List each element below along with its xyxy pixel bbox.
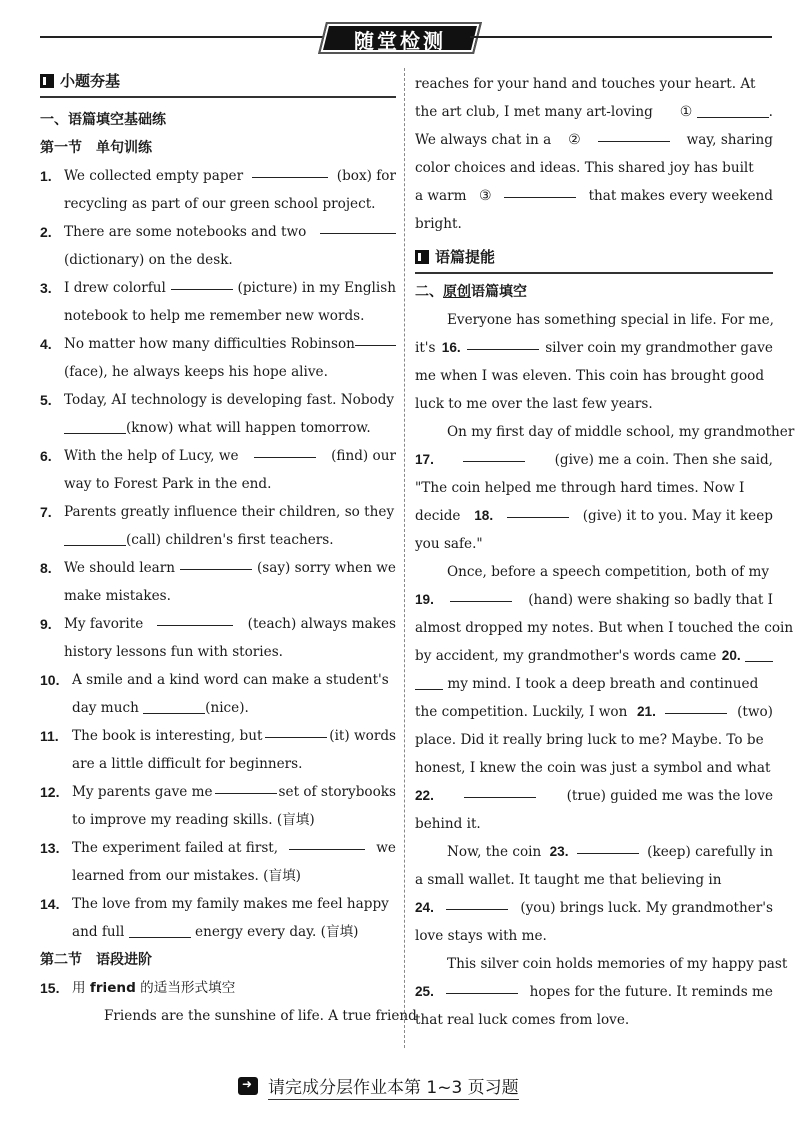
passage-line: behind it. — [415, 816, 481, 832]
passage-line: Everyone has something special in life. For me, — [447, 312, 774, 328]
question-5-cont: (know) what will happen tomorrow. — [40, 414, 396, 442]
answer-blank[interactable] — [265, 722, 327, 738]
question-6-cont: way to Forest Park in the end. — [64, 476, 272, 492]
question-3: 3. I drew colorful (picture) in my English — [40, 274, 396, 302]
passage-line: color choices and ideas. This shared joy has built — [415, 160, 754, 176]
passage-line: almost dropped my notes. But when I touched the coin — [415, 620, 794, 636]
question-2: 2. There are some notebooks and two — [40, 218, 396, 246]
answer-blank[interactable] — [598, 126, 670, 142]
passage-line: Once, before a speech competition, both of my — [447, 564, 770, 580]
answer-blank[interactable] — [180, 554, 252, 570]
arrow-icon — [238, 1077, 258, 1095]
answer-blank-23[interactable] — [577, 838, 639, 854]
answer-blank-17[interactable] — [463, 446, 525, 462]
subsection-heading-1: 第一节 单句训练 — [40, 140, 152, 156]
passage-line: it's 16. silver coin my grandmother gave — [415, 334, 773, 362]
passage-line: love stays with me. — [415, 928, 547, 944]
section-icon — [415, 250, 429, 264]
question-7-cont: (call) children's first teachers. — [40, 526, 396, 554]
passage-line: 24. (you) brings luck. My grandmother's — [415, 894, 773, 922]
answer-blank[interactable] — [252, 162, 328, 178]
answer-blank[interactable] — [215, 778, 277, 794]
answer-blank[interactable] — [320, 218, 396, 234]
passage-line: place. Did it really bring luck to me? Maybe. To be — [415, 732, 764, 748]
answer-blank-18[interactable] — [507, 502, 569, 518]
question-13-cont: learned from our mistakes. (盲填) — [72, 868, 301, 884]
question-14-cont: and full energy every day. (盲填) — [72, 924, 359, 940]
question-9-cont: history lessons fun with stories. — [64, 644, 284, 660]
passage-line: me when I was eleven. This coin has brought good — [415, 368, 765, 384]
answer-blank[interactable] — [64, 530, 126, 546]
subsection-heading-2: 第二节 语段进阶 — [40, 952, 152, 968]
answer-blank[interactable] — [289, 834, 365, 850]
passage-line: bright. — [415, 216, 462, 232]
question-2-cont: (dictionary) on the desk. — [64, 252, 233, 268]
passage-line: reaches for your hand and touches your heart. At — [415, 76, 756, 92]
question-7: 7. Parents greatly influence their children, so they — [40, 504, 395, 520]
passage-line: a small wallet. It taught me that believing in — [415, 872, 722, 888]
question-14: 14. The love from my family makes me feel happy — [40, 896, 389, 912]
right-column — [415, 70, 795, 1034]
answer-blank[interactable] — [171, 274, 233, 290]
left-column — [40, 68, 417, 1030]
question-13: 13. The experiment failed at first, we — [40, 834, 396, 862]
section-icon — [40, 74, 54, 88]
answer-blank-20-cont[interactable] — [415, 674, 443, 690]
answer-blank[interactable] — [64, 418, 126, 434]
header-rule-right — [470, 36, 772, 38]
page-header — [0, 22, 800, 58]
passage-line: 19. (hand) were shaking so badly that I — [415, 586, 773, 614]
answer-blank-22[interactable] — [464, 782, 536, 798]
question-11: 11. The book is interesting, but (it) words — [40, 722, 396, 750]
passage-line: the competition. Luckily, I won 21. (two) — [415, 698, 773, 726]
question-8: 8. We should learn (say) sorry when we — [40, 554, 396, 582]
footer-note: ➜ 请完成分层作业本第 1~3 页习题 — [238, 1072, 578, 1100]
passage-line: "The coin helped me through hard times. Now I — [415, 480, 745, 496]
answer-blank[interactable] — [129, 922, 191, 938]
section-heading-passage: 语篇提能 — [415, 244, 773, 274]
answer-blank-19[interactable] — [450, 586, 512, 602]
passage-line: 25. hopes for the future. It reminds me — [415, 978, 773, 1006]
question-9: 9. My favorite (teach) always makes — [40, 610, 396, 638]
answer-blank[interactable] — [504, 182, 576, 198]
passage-line: On my first day of middle school, my grandmother — [447, 424, 795, 440]
passage-line: luck to me over the last few years. — [415, 396, 653, 412]
question-6: 6. With the help of Lucy, we (find) our — [40, 442, 396, 470]
passage-line: that real luck comes from love. — [415, 1012, 630, 1028]
passage-line: you safe." — [415, 536, 483, 552]
question-11-cont: are a little difficult for beginners. — [72, 756, 303, 772]
passage-line: This silver coin holds memories of my happy past — [447, 956, 788, 972]
part-heading-2: 二、原创语篇填空 — [415, 284, 527, 300]
answer-blank-16[interactable] — [467, 334, 539, 350]
passage-line: 17. (give) me a coin. Then she said, — [415, 446, 773, 474]
answer-blank-21[interactable] — [665, 698, 727, 714]
answer-blank[interactable] — [157, 610, 233, 626]
question-12-cont: to improve my reading skills. (盲填) — [72, 812, 315, 828]
question-3-cont: notebook to help me remember new words. — [64, 308, 365, 324]
question-4-cont: (face), he always keeps his hope alive. — [64, 364, 328, 380]
passage-line: We always chat in a ② way, sharing — [415, 126, 773, 154]
answer-blank-24[interactable] — [446, 894, 508, 910]
answer-blank[interactable] — [355, 330, 396, 346]
passage-line: honest, I knew the coin was just a symbol and what — [415, 760, 771, 776]
passage-line: the art club, I met many art-loving ① . — [415, 104, 773, 120]
question-12: 12. My parents gave me set of storybooks — [40, 778, 396, 806]
answer-blank-25[interactable] — [446, 978, 518, 994]
answer-blank-20[interactable] — [745, 646, 773, 662]
header-rule-left — [40, 36, 330, 38]
question-10-cont: day much (nice). — [72, 700, 249, 716]
question-4: 4. No matter how many difficulties Robinson — [40, 330, 396, 358]
column-divider — [404, 68, 405, 1048]
question-1: 1. We collected empty paper (box) for — [40, 162, 396, 190]
passage-line: my mind. I took a deep breath and continued — [415, 670, 773, 698]
section-heading-basic: 小题夯基 — [40, 68, 396, 98]
question-15: 15. 用 friend 的适当形式填空 — [40, 980, 236, 996]
question-1-cont: recycling as part of our green school project. — [64, 196, 376, 212]
question-8-cont: make mistakes. — [64, 588, 171, 604]
passage-line: decide 18. (give) it to you. May it keep — [415, 502, 773, 530]
question-5: 5. Today, AI technology is developing fast. Nobody — [40, 392, 395, 408]
passage-line: Now, the coin 23. (keep) carefully in — [415, 838, 773, 866]
answer-blank[interactable] — [254, 442, 316, 458]
answer-blank[interactable] — [697, 102, 769, 118]
passage-line: by accident, my grandmother's words came 20. — [415, 642, 773, 670]
question-10: 10. A smile and a kind word can make a student's — [40, 672, 389, 688]
passage-line: 22. (true) guided me was the love — [415, 782, 773, 810]
passage-line: Friends are the sunshine of life. A true friend — [104, 1008, 417, 1024]
part-heading: 一、语篇填空基础练 — [40, 112, 166, 128]
answer-blank[interactable] — [143, 698, 205, 714]
header-title: 随堂检测 — [354, 29, 446, 53]
passage-line: a warm ③ that makes every weekend — [415, 182, 773, 210]
